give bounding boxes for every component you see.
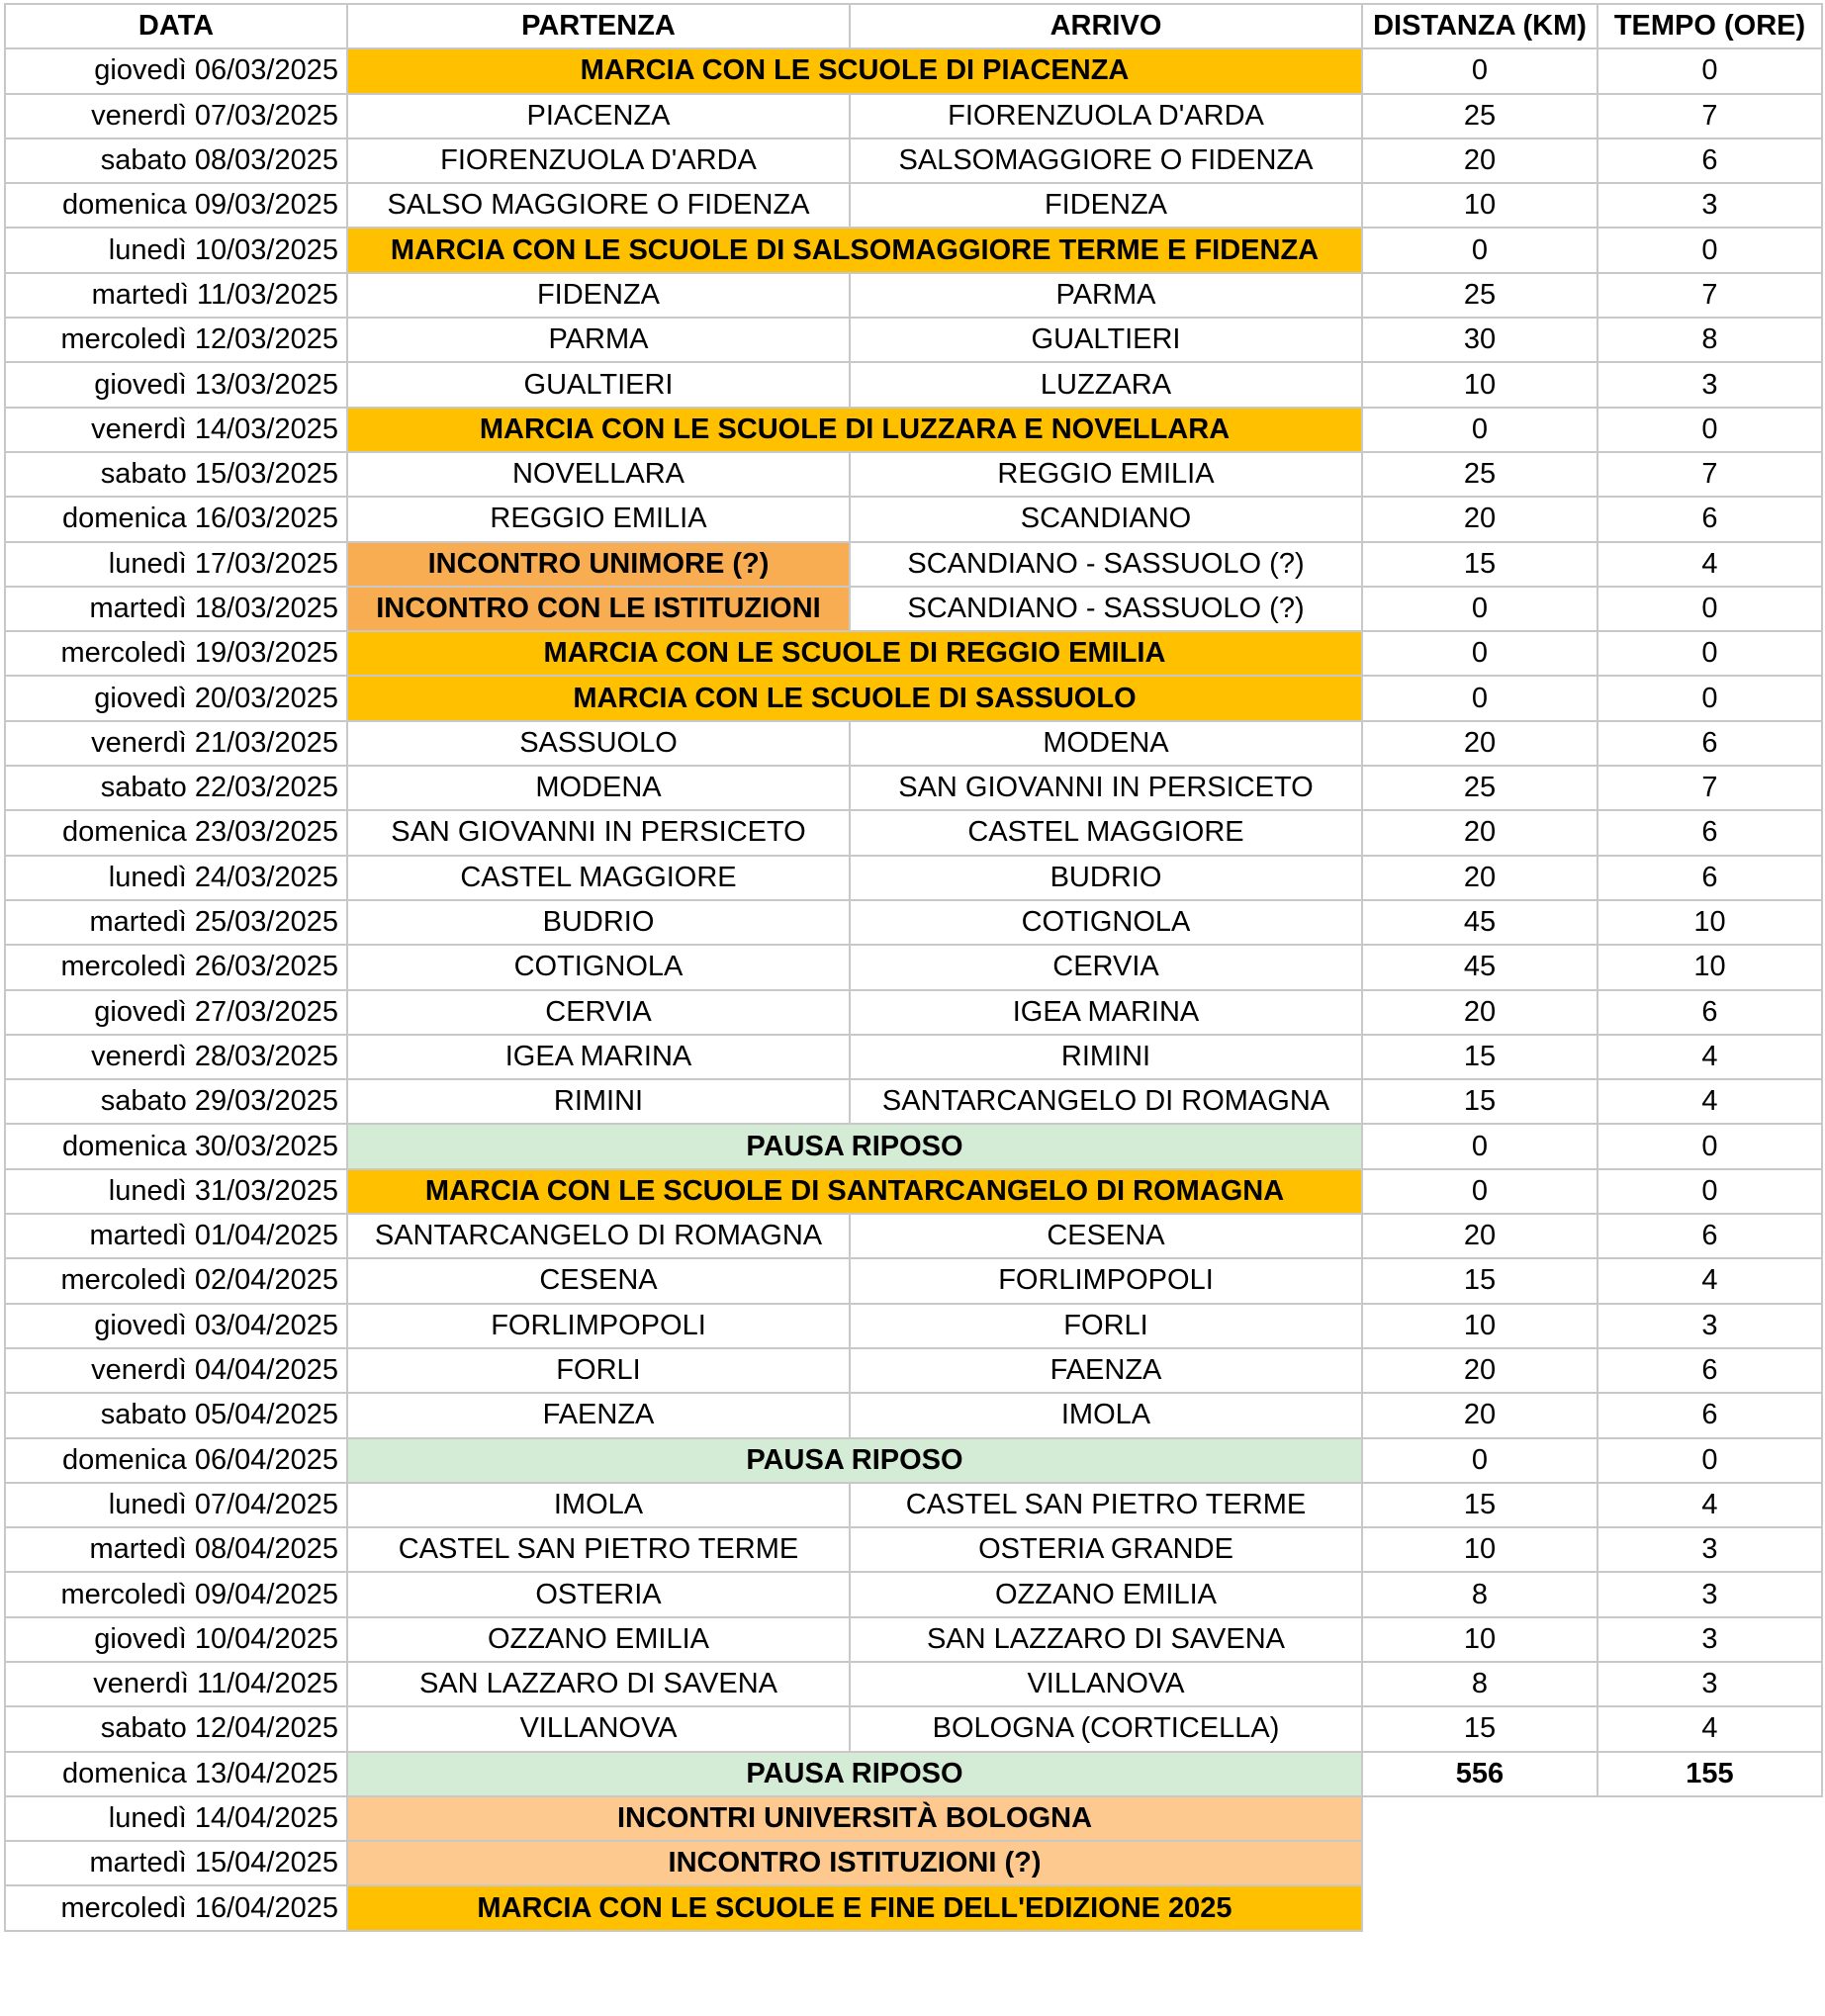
partenza-cell[interactable]: SAN GIOVANNI IN PERSICETO [347, 810, 850, 855]
table-row [5, 676, 1822, 720]
arrivo-cell[interactable]: OZZANO EMILIA [850, 1572, 1362, 1616]
arrivo-cell[interactable]: FAENZA [850, 1348, 1362, 1393]
partenza-cell[interactable]: NOVELLARA [347, 452, 850, 497]
date-cell[interactable]: lunedì 17/03/2025 [5, 542, 347, 587]
table-row [5, 1214, 1822, 1258]
arrivo-cell[interactable]: CASTEL SAN PIETRO TERME [850, 1483, 1362, 1527]
table-row [5, 542, 1822, 587]
arrivo-cell[interactable]: FIDENZA [850, 183, 1362, 228]
time-cell[interactable]: 3 [1597, 183, 1822, 228]
date-cell[interactable]: lunedì 31/03/2025 [5, 1169, 347, 1214]
partenza-cell[interactable]: SANTARCANGELO DI ROMAGNA [347, 1214, 850, 1258]
arrivo-cell[interactable]: IGEA MARINA [850, 990, 1362, 1035]
event-cell[interactable]: INCONTRO CON LE ISTITUZIONI [347, 587, 850, 631]
time-cell[interactable]: 0 [1597, 408, 1822, 452]
time-cell[interactable]: 7 [1597, 273, 1822, 318]
date-cell[interactable]: domenica 30/03/2025 [5, 1124, 347, 1168]
date-cell[interactable]: sabato 08/03/2025 [5, 138, 347, 183]
date-cell[interactable]: giovedì 10/04/2025 [5, 1617, 347, 1662]
time-cell[interactable]: 0 [1597, 587, 1822, 631]
distance-cell[interactable]: 10 [1362, 1527, 1597, 1572]
arrivo-cell[interactable]: CASTEL MAGGIORE [850, 810, 1362, 855]
date-cell[interactable]: domenica 06/04/2025 [5, 1438, 347, 1483]
distance-cell[interactable]: 15 [1362, 1483, 1597, 1527]
table-row [5, 1393, 1822, 1437]
date-cell[interactable]: giovedì 13/03/2025 [5, 362, 347, 407]
partenza-cell[interactable]: FIORENZUOLA D'ARDA [347, 138, 850, 183]
time-cell[interactable]: 3 [1597, 1304, 1822, 1348]
table-row [5, 1124, 1822, 1168]
table-row [5, 631, 1822, 676]
distance-cell[interactable]: 0 [1362, 48, 1597, 93]
date-cell[interactable]: martedì 18/03/2025 [5, 587, 347, 631]
date-cell[interactable]: mercoledì 16/04/2025 [5, 1885, 347, 1930]
table-row [5, 721, 1822, 766]
time-cell[interactable]: 3 [1597, 1527, 1822, 1572]
date-cell[interactable]: sabato 29/03/2025 [5, 1079, 347, 1124]
time-cell[interactable]: 6 [1597, 990, 1822, 1035]
partenza-cell[interactable]: CASTEL SAN PIETRO TERME [347, 1527, 850, 1572]
distance-cell[interactable]: 20 [1362, 721, 1597, 766]
arrivo-cell[interactable]: SCANDIANO - SASSUOLO (?) [850, 587, 1362, 631]
time-cell[interactable]: 4 [1597, 1258, 1822, 1303]
table-row [5, 94, 1822, 138]
empty-cell [1362, 1796, 1822, 1841]
arrivo-cell[interactable]: CESENA [850, 1214, 1362, 1258]
distance-cell[interactable]: 20 [1362, 1214, 1597, 1258]
date-cell[interactable]: martedì 01/04/2025 [5, 1214, 347, 1258]
partenza-cell[interactable]: CERVIA [347, 990, 850, 1035]
table-row [5, 273, 1822, 318]
distance-cell[interactable]: 0 [1362, 1169, 1597, 1214]
date-cell[interactable]: venerdì 21/03/2025 [5, 721, 347, 766]
arrivo-cell[interactable]: SAN LAZZARO DI SAVENA [850, 1617, 1362, 1662]
table-row [5, 1662, 1822, 1706]
date-cell[interactable]: martedì 15/04/2025 [5, 1841, 347, 1885]
table-row [5, 1841, 1822, 1885]
partenza-cell[interactable]: PIACENZA [347, 94, 850, 138]
time-cell[interactable]: 0 [1597, 1438, 1822, 1483]
table-row [5, 1079, 1822, 1124]
date-cell[interactable]: giovedì 03/04/2025 [5, 1304, 347, 1348]
time-cell[interactable]: 6 [1597, 138, 1822, 183]
time-cell[interactable]: 3 [1597, 1572, 1822, 1616]
itinerary-table [4, 3, 1823, 1932]
itinerary-rows [5, 48, 1822, 1930]
distance-cell[interactable]: 25 [1362, 94, 1597, 138]
partenza-cell[interactable]: BUDRIO [347, 900, 850, 945]
distance-cell[interactable]: 25 [1362, 273, 1597, 318]
table-row [5, 1438, 1822, 1483]
table-row [5, 856, 1822, 900]
arrivo-cell[interactable]: SANTARCANGELO DI ROMAGNA [850, 1079, 1362, 1124]
table-row [5, 900, 1822, 945]
time-cell[interactable]: 6 [1597, 810, 1822, 855]
event-cell[interactable]: MARCIA CON LE SCUOLE E FINE DELL'EDIZIONE 2025 [347, 1885, 1362, 1930]
distance-cell[interactable]: 15 [1362, 1035, 1597, 1079]
time-cell[interactable]: 6 [1597, 1214, 1822, 1258]
event-cell[interactable]: MARCIA CON LE SCUOLE DI SALSOMAGGIORE TERME E FIDENZA [347, 228, 1362, 272]
time-cell[interactable]: 3 [1597, 1617, 1822, 1662]
partenza-cell[interactable]: OSTERIA [347, 1572, 850, 1616]
table-row [5, 408, 1822, 452]
distance-cell[interactable]: 15 [1362, 1079, 1597, 1124]
distance-cell[interactable]: 20 [1362, 1348, 1597, 1393]
event-cell[interactable]: PAUSA RIPOSO [347, 1124, 1362, 1168]
partenza-cell[interactable]: SALSO MAGGIORE O FIDENZA [347, 183, 850, 228]
table-row [5, 183, 1822, 228]
arrivo-cell[interactable]: REGGIO EMILIA [850, 452, 1362, 497]
arrivo-cell[interactable]: LUZZARA [850, 362, 1362, 407]
distance-cell[interactable]: 8 [1362, 1572, 1597, 1616]
date-cell[interactable]: domenica 23/03/2025 [5, 810, 347, 855]
time-cell[interactable]: 7 [1597, 766, 1822, 810]
date-cell[interactable]: lunedì 14/04/2025 [5, 1796, 347, 1841]
time-cell[interactable]: 3 [1597, 362, 1822, 407]
total-distance-cell[interactable]: 556 [1362, 1752, 1597, 1796]
event-cell[interactable]: INCONTRI UNIVERSITÀ BOLOGNA [347, 1796, 1362, 1841]
partenza-cell[interactable]: COTIGNOLA [347, 945, 850, 989]
partenza-cell[interactable]: SASSUOLO [347, 721, 850, 766]
table-row [5, 587, 1822, 631]
table-row [5, 228, 1822, 272]
arrivo-cell[interactable]: SAN GIOVANNI IN PERSICETO [850, 766, 1362, 810]
event-cell[interactable]: MARCIA CON LE SCUOLE DI PIACENZA [347, 48, 1362, 93]
date-cell[interactable]: giovedì 27/03/2025 [5, 990, 347, 1035]
date-cell[interactable]: lunedì 07/04/2025 [5, 1483, 347, 1527]
distance-cell[interactable]: 8 [1362, 1662, 1597, 1706]
arrivo-cell[interactable]: FORLIMPOPOLI [850, 1258, 1362, 1303]
time-cell[interactable]: 4 [1597, 1706, 1822, 1751]
distance-cell[interactable]: 45 [1362, 945, 1597, 989]
partenza-cell[interactable]: OZZANO EMILIA [347, 1617, 850, 1662]
arrivo-cell[interactable]: MODENA [850, 721, 1362, 766]
time-cell[interactable]: 3 [1597, 1662, 1822, 1706]
arrivo-cell[interactable]: PARMA [850, 273, 1362, 318]
partenza-cell[interactable]: FORLI [347, 1348, 850, 1393]
partenza-cell[interactable]: FIDENZA [347, 273, 850, 318]
time-cell[interactable]: 4 [1597, 542, 1822, 587]
distance-cell[interactable]: 25 [1362, 452, 1597, 497]
date-cell[interactable]: mercoledì 19/03/2025 [5, 631, 347, 676]
arrivo-cell[interactable]: FORLI [850, 1304, 1362, 1348]
table-row [5, 990, 1822, 1035]
distance-cell[interactable]: 15 [1362, 1706, 1597, 1751]
date-cell[interactable]: domenica 09/03/2025 [5, 183, 347, 228]
event-cell[interactable]: MARCIA CON LE SCUOLE DI LUZZARA E NOVELLARA [347, 408, 1362, 452]
arrivo-cell[interactable]: COTIGNOLA [850, 900, 1362, 945]
time-cell[interactable]: 6 [1597, 1393, 1822, 1437]
table-row [5, 1885, 1822, 1930]
date-cell[interactable]: venerdì 04/04/2025 [5, 1348, 347, 1393]
date-cell[interactable]: venerdì 07/03/2025 [5, 94, 347, 138]
header-partenza[interactable]: PARTENZA [347, 4, 850, 48]
time-cell[interactable]: 10 [1597, 900, 1822, 945]
distance-cell[interactable]: 0 [1362, 587, 1597, 631]
time-cell[interactable]: 0 [1597, 631, 1822, 676]
arrivo-cell[interactable]: FIORENZUOLA D'ARDA [850, 94, 1362, 138]
table-row [5, 1035, 1822, 1079]
time-cell[interactable]: 4 [1597, 1483, 1822, 1527]
table-row [5, 362, 1822, 407]
total-time-cell[interactable]: 155 [1597, 1752, 1822, 1796]
table-row [5, 452, 1822, 497]
time-cell[interactable]: 7 [1597, 94, 1822, 138]
table-row [5, 497, 1822, 541]
partenza-cell[interactable]: IGEA MARINA [347, 1035, 850, 1079]
date-cell[interactable]: venerdì 11/04/2025 [5, 1662, 347, 1706]
distance-cell[interactable]: 15 [1362, 542, 1597, 587]
event-cell[interactable]: MARCIA CON LE SCUOLE DI REGGIO EMILIA [347, 631, 1362, 676]
arrivo-cell[interactable]: GUALTIERI [850, 318, 1362, 362]
table-row [5, 1258, 1822, 1303]
arrivo-cell[interactable]: OSTERIA GRANDE [850, 1527, 1362, 1572]
date-cell[interactable]: giovedì 20/03/2025 [5, 676, 347, 720]
partenza-cell[interactable]: REGGIO EMILIA [347, 497, 850, 541]
table-row [5, 1572, 1822, 1616]
table-row [5, 48, 1822, 93]
time-cell[interactable]: 0 [1597, 676, 1822, 720]
time-cell[interactable]: 4 [1597, 1079, 1822, 1124]
date-cell[interactable]: domenica 16/03/2025 [5, 497, 347, 541]
arrivo-cell[interactable]: BUDRIO [850, 856, 1362, 900]
time-cell[interactable]: 10 [1597, 945, 1822, 989]
distance-cell[interactable]: 20 [1362, 138, 1597, 183]
distance-cell[interactable]: 45 [1362, 900, 1597, 945]
partenza-cell[interactable]: FORLIMPOPOLI [347, 1304, 850, 1348]
date-cell[interactable]: sabato 22/03/2025 [5, 766, 347, 810]
distance-cell[interactable]: 15 [1362, 1258, 1597, 1303]
distance-cell[interactable]: 20 [1362, 856, 1597, 900]
partenza-cell[interactable]: RIMINI [347, 1079, 850, 1124]
table-row [5, 945, 1822, 989]
partenza-cell[interactable]: MODENA [347, 766, 850, 810]
time-cell[interactable]: 0 [1597, 48, 1822, 93]
distance-cell[interactable]: 10 [1362, 362, 1597, 407]
arrivo-cell[interactable]: IMOLA [850, 1393, 1362, 1437]
time-cell[interactable]: 0 [1597, 1169, 1822, 1214]
arrivo-cell[interactable]: CERVIA [850, 945, 1362, 989]
distance-cell[interactable]: 10 [1362, 183, 1597, 228]
table-row [5, 1752, 1822, 1796]
distance-cell[interactable]: 10 [1362, 1617, 1597, 1662]
distance-cell[interactable]: 20 [1362, 497, 1597, 541]
time-cell[interactable]: 6 [1597, 721, 1822, 766]
table-row [5, 1706, 1822, 1751]
event-cell[interactable]: INCONTRO ISTITUZIONI (?) [347, 1841, 1362, 1885]
date-cell[interactable]: lunedì 10/03/2025 [5, 228, 347, 272]
distance-cell[interactable]: 25 [1362, 766, 1597, 810]
distance-cell[interactable]: 0 [1362, 676, 1597, 720]
distance-cell[interactable]: 0 [1362, 408, 1597, 452]
table-row [5, 1348, 1822, 1393]
table-row [5, 766, 1822, 810]
distance-cell[interactable]: 20 [1362, 1393, 1597, 1437]
time-cell[interactable]: 4 [1597, 1035, 1822, 1079]
distance-cell[interactable]: 30 [1362, 318, 1597, 362]
event-cell[interactable]: MARCIA CON LE SCUOLE DI SASSUOLO [347, 676, 1362, 720]
arrivo-cell[interactable]: SALSOMAGGIORE O FIDENZA [850, 138, 1362, 183]
time-cell[interactable]: 7 [1597, 452, 1822, 497]
date-cell[interactable]: giovedì 06/03/2025 [5, 48, 347, 93]
date-cell[interactable]: martedì 08/04/2025 [5, 1527, 347, 1572]
distance-cell[interactable]: 10 [1362, 1304, 1597, 1348]
distance-cell[interactable]: 0 [1362, 1438, 1597, 1483]
table-row [5, 1169, 1822, 1214]
table-row [5, 318, 1822, 362]
date-cell[interactable]: mercoledì 26/03/2025 [5, 945, 347, 989]
partenza-cell[interactable]: PARMA [347, 318, 850, 362]
date-cell[interactable]: sabato 12/04/2025 [5, 1706, 347, 1751]
date-cell[interactable]: venerdì 28/03/2025 [5, 1035, 347, 1079]
table-row [5, 810, 1822, 855]
arrivo-cell[interactable]: SCANDIANO - SASSUOLO (?) [850, 542, 1362, 587]
time-cell[interactable]: 0 [1597, 228, 1822, 272]
date-cell[interactable]: mercoledì 12/03/2025 [5, 318, 347, 362]
arrivo-cell[interactable]: RIMINI [850, 1035, 1362, 1079]
header-arrivo[interactable]: ARRIVO [850, 4, 1362, 48]
distance-cell[interactable]: 0 [1362, 228, 1597, 272]
time-cell[interactable]: 8 [1597, 318, 1822, 362]
partenza-cell[interactable]: FAENZA [347, 1393, 850, 1437]
distance-cell[interactable]: 0 [1362, 1124, 1597, 1168]
partenza-cell[interactable]: IMOLA [347, 1483, 850, 1527]
date-cell[interactable]: martedì 11/03/2025 [5, 273, 347, 318]
time-cell[interactable]: 6 [1597, 856, 1822, 900]
arrivo-cell[interactable]: SCANDIANO [850, 497, 1362, 541]
time-cell[interactable]: 0 [1597, 1124, 1822, 1168]
table-row [5, 1527, 1822, 1572]
event-cell[interactable]: PAUSA RIPOSO [347, 1752, 1362, 1796]
date-cell[interactable]: mercoledì 02/04/2025 [5, 1258, 347, 1303]
time-cell[interactable]: 6 [1597, 497, 1822, 541]
empty-cell [1362, 1885, 1822, 1930]
table-row [5, 1304, 1822, 1348]
distance-cell[interactable]: 0 [1362, 631, 1597, 676]
event-cell[interactable]: PAUSA RIPOSO [347, 1438, 1362, 1483]
table-row [5, 1483, 1822, 1527]
event-cell[interactable]: INCONTRO UNIMORE (?) [347, 542, 850, 587]
table-row [5, 1617, 1822, 1662]
empty-cell [1362, 1841, 1822, 1885]
date-cell[interactable]: venerdì 14/03/2025 [5, 408, 347, 452]
table-row [5, 138, 1822, 183]
table-row [5, 1796, 1822, 1841]
partenza-cell[interactable]: CASTEL MAGGIORE [347, 856, 850, 900]
partenza-cell[interactable]: CESENA [347, 1258, 850, 1303]
date-cell[interactable]: mercoledì 09/04/2025 [5, 1572, 347, 1616]
date-cell[interactable]: sabato 05/04/2025 [5, 1393, 347, 1437]
time-cell[interactable]: 6 [1597, 1348, 1822, 1393]
partenza-cell[interactable]: VILLANOVA [347, 1706, 850, 1751]
header-row [5, 4, 1822, 48]
distance-cell[interactable]: 20 [1362, 990, 1597, 1035]
event-cell[interactable]: MARCIA CON LE SCUOLE DI SANTARCANGELO DI ROMAGNA [347, 1169, 1362, 1214]
arrivo-cell[interactable]: VILLANOVA [850, 1662, 1362, 1706]
header-tempo[interactable]: TEMPO (ORE) [1597, 4, 1822, 48]
partenza-cell[interactable]: SAN LAZZARO DI SAVENA [347, 1662, 850, 1706]
header-distanza[interactable]: DISTANZA (KM) [1362, 4, 1597, 48]
date-cell[interactable]: martedì 25/03/2025 [5, 900, 347, 945]
date-cell[interactable]: sabato 15/03/2025 [5, 452, 347, 497]
date-cell[interactable]: domenica 13/04/2025 [5, 1752, 347, 1796]
date-cell[interactable]: lunedì 24/03/2025 [5, 856, 347, 900]
arrivo-cell[interactable]: BOLOGNA (CORTICELLA) [850, 1706, 1362, 1751]
header-data[interactable]: DATA [5, 4, 347, 48]
distance-cell[interactable]: 20 [1362, 810, 1597, 855]
partenza-cell[interactable]: GUALTIERI [347, 362, 850, 407]
